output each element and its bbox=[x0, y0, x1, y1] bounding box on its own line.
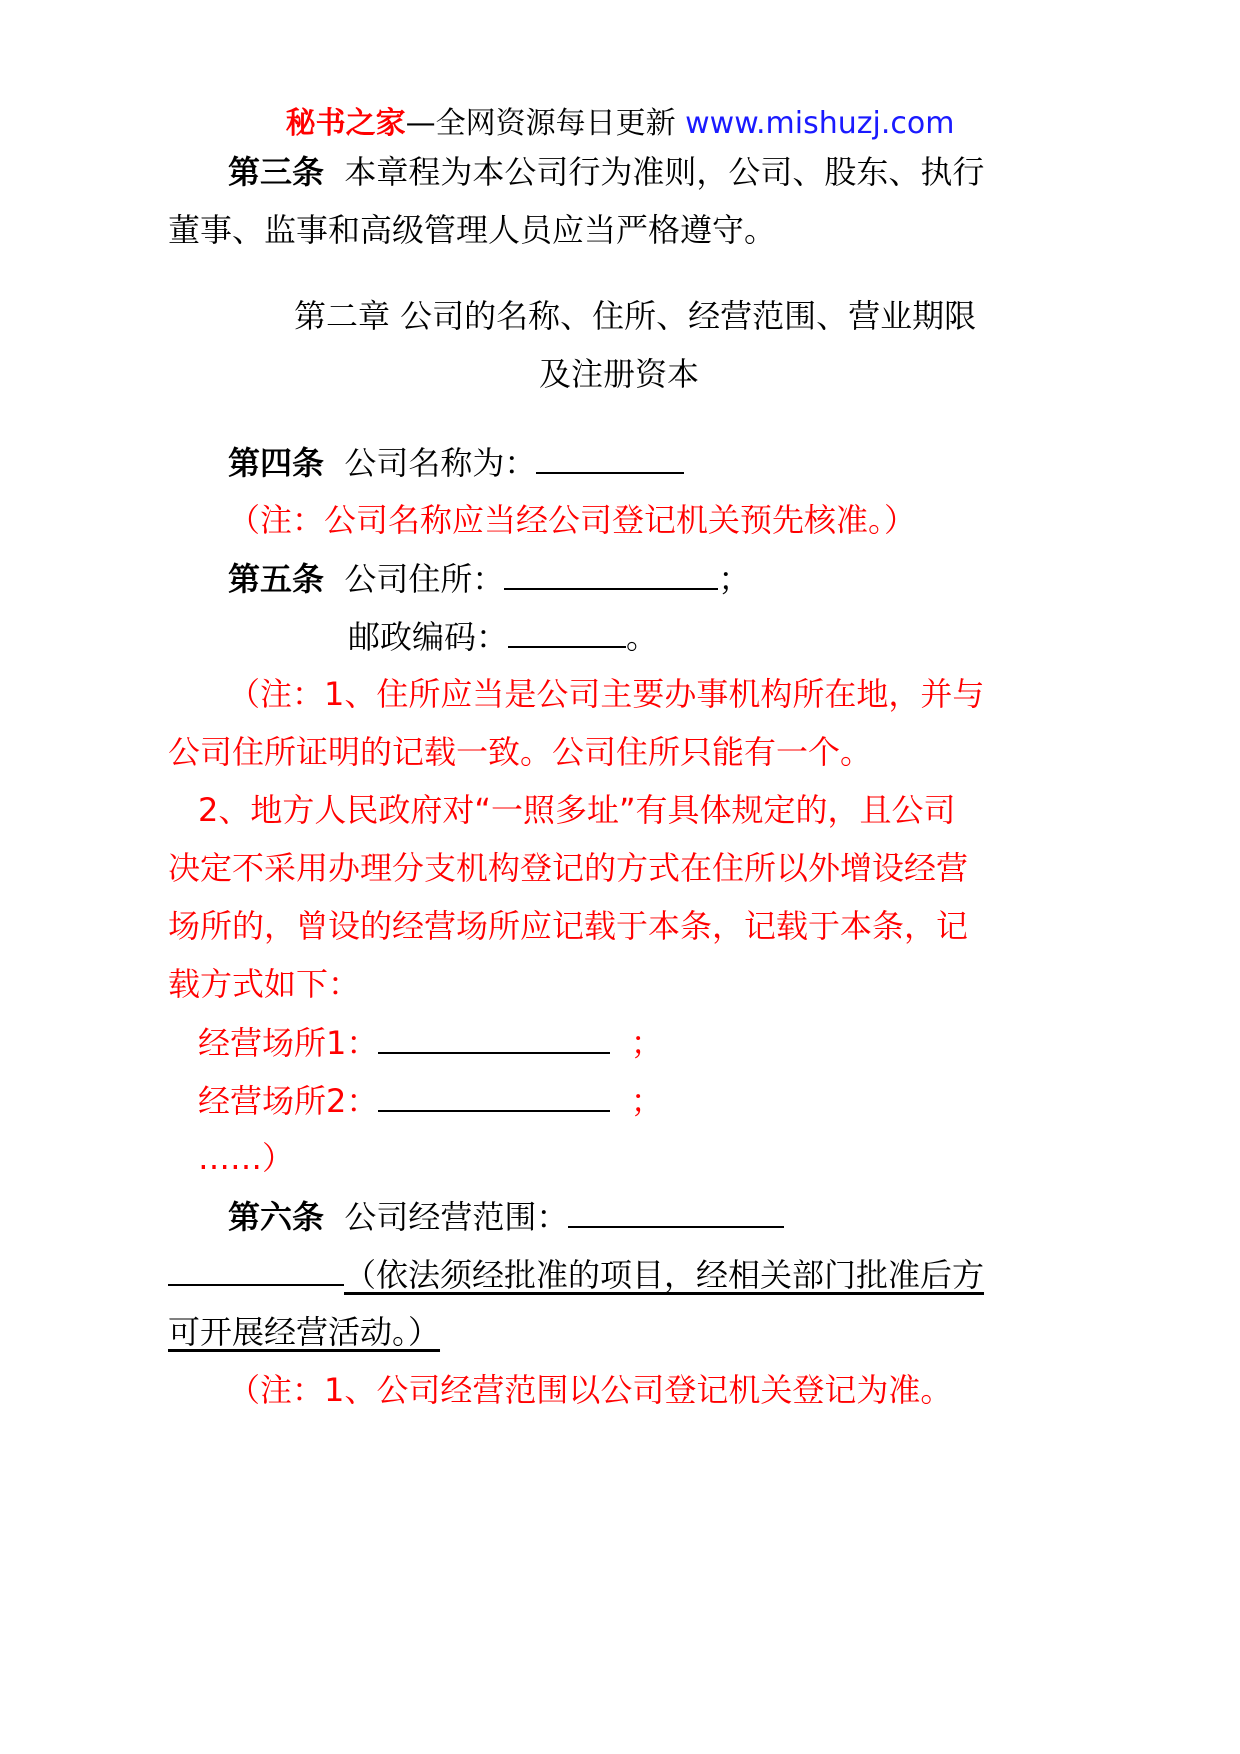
article5-note2-line2: 决定不采用办理分支机构登记的方式在住所以外增设经营 bbox=[168, 849, 969, 887]
business-site-1-blank[interactable] bbox=[378, 1022, 610, 1054]
postal-code-label: 邮政编码： bbox=[348, 618, 509, 656]
article3-line1 bbox=[228, 152, 984, 192]
article6-text: 公司经营范围： bbox=[344, 1198, 569, 1236]
article3-line2: 董事、监事和高级管理人员应当严格遵守。 bbox=[168, 211, 777, 249]
article4-label: 第四条 bbox=[228, 444, 325, 482]
page-header bbox=[0, 104, 1240, 144]
article6-line2 bbox=[168, 1254, 984, 1295]
business-site-1-line bbox=[198, 1022, 663, 1063]
chapter2-title-line2: 及注册资本 bbox=[538, 355, 699, 393]
article5-text: 公司住所： bbox=[344, 560, 505, 598]
article6-line bbox=[228, 1196, 784, 1237]
business-scope-blank-2[interactable] bbox=[168, 1254, 344, 1286]
article5-note1-line2: 公司住所证明的记载一致。公司住所只能有一个。 bbox=[168, 733, 873, 771]
article4-note: （注：公司名称应当经公司登记机关预先核准。） bbox=[228, 501, 917, 539]
article4-line bbox=[228, 442, 684, 483]
article5-label: 第五条 bbox=[228, 560, 325, 598]
article5-suffix: ； bbox=[718, 560, 751, 598]
article3-label: 第三条 bbox=[228, 153, 325, 191]
company-address-blank[interactable] bbox=[504, 558, 718, 590]
business-site-2-suffix: ； bbox=[630, 1082, 663, 1120]
postal-code-suffix: 。 bbox=[626, 618, 659, 656]
article6-line3: 可开展经营活动。） bbox=[168, 1313, 441, 1351]
business-site-2-line bbox=[198, 1080, 663, 1121]
postal-code-line bbox=[348, 616, 658, 657]
article5-note2-line3: 场所的，曾设的经营场所应记载于本条，记载于本条，记 bbox=[168, 907, 969, 945]
brand-name: 秘书之家 bbox=[285, 106, 406, 141]
article5-note1-line1: （注：1、住所应当是公司主要办事机构所在地，并与 bbox=[228, 675, 985, 713]
postal-code-blank[interactable] bbox=[508, 616, 626, 648]
article4-text: 公司名称为： bbox=[344, 444, 537, 482]
ellipsis-line: ……） bbox=[198, 1139, 295, 1177]
article5-note2-line1: 2、地方人民政府对“一照多址”有具体规定的，且公司 bbox=[198, 791, 956, 829]
header-url-link[interactable]: www.mishuzj.com bbox=[685, 106, 955, 141]
article6-label: 第六条 bbox=[228, 1198, 325, 1236]
article3-text-1: 本章程为本公司行为准则，公司、股东、执行 bbox=[344, 153, 985, 191]
header-tagline: —全网资源每日更新 bbox=[405, 106, 676, 141]
business-site-1-suffix: ； bbox=[630, 1024, 663, 1062]
business-site-2-blank[interactable] bbox=[378, 1080, 610, 1112]
business-site-1-label: 经营场所1： bbox=[198, 1024, 379, 1062]
business-site-2-label: 经营场所2： bbox=[198, 1082, 379, 1120]
article5-line bbox=[228, 558, 750, 599]
article6-note: （注：1、公司经营范围以公司登记机关登记为准。 bbox=[228, 1371, 953, 1409]
chapter2-title-line1: 第二章 公司的名称、住所、经营范围、营业期限 bbox=[294, 297, 977, 335]
article6-approval-text: （依法须经批准的项目，经相关部门批准后方 bbox=[344, 1256, 985, 1294]
company-name-blank[interactable] bbox=[536, 442, 684, 474]
article5-note2-line4: 载方式如下： bbox=[168, 965, 361, 1003]
business-scope-blank[interactable] bbox=[568, 1196, 784, 1228]
